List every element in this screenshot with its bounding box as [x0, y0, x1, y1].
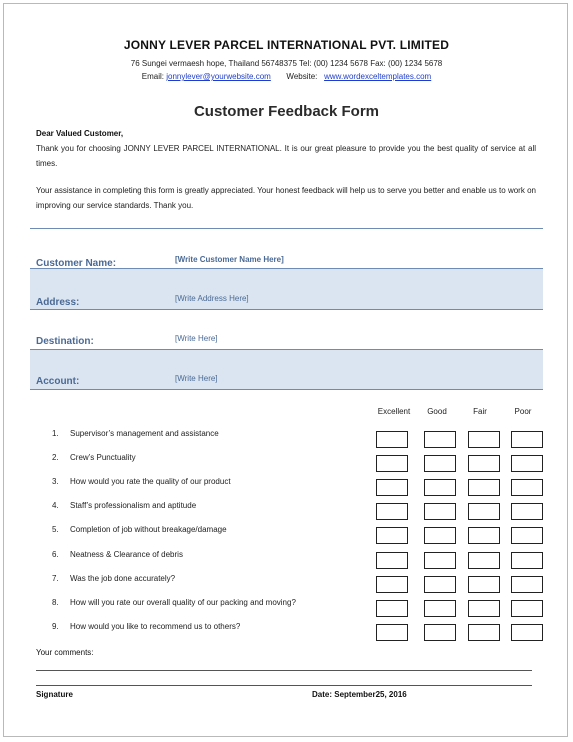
rating-box-good[interactable]	[424, 479, 456, 496]
rating-box-excellent[interactable]	[376, 552, 408, 569]
email-link[interactable]: jonnylever@yourwebsite.com	[166, 72, 271, 81]
field-band-address	[30, 269, 543, 309]
request-paragraph: Your assistance in completing this form is greatly appreciated. Your honest feedback will help us to serve you better and enable us to work on improving our service standards. Thank you.	[36, 186, 536, 210]
comments-line[interactable]	[36, 670, 532, 671]
question-text: How would you rate the quality of our product	[70, 477, 231, 486]
rating-box-poor[interactable]	[511, 527, 543, 544]
rating-box-fair[interactable]	[468, 552, 500, 569]
rating-box-good[interactable]	[424, 455, 456, 472]
company-contact	[0, 72, 573, 81]
rating-header-good: Good	[427, 407, 447, 416]
rating-box-good[interactable]	[424, 527, 456, 544]
rating-box-poor[interactable]	[511, 600, 543, 617]
rating-box-poor[interactable]	[511, 479, 543, 496]
rating-box-fair[interactable]	[468, 431, 500, 448]
account-field[interactable]: [Write Here]	[175, 374, 218, 383]
question-text: How will you rate our overall quality of our packing and moving?	[70, 598, 296, 607]
intro-paragraph: Thank you for choosing JONNY LEVER PARCEL INTERNATIONAL. It is our great pleasure to provide you the best quality of service at all times.	[36, 144, 536, 168]
rating-box-good[interactable]	[424, 552, 456, 569]
rating-header-fair: Fair	[473, 407, 487, 416]
company-name: JONNY LEVER PARCEL INTERNATIONAL PVT. LIMITED	[123, 38, 450, 52]
rating-box-poor[interactable]	[511, 455, 543, 472]
website-label: Website:	[286, 72, 318, 81]
rating-box-excellent[interactable]	[376, 503, 408, 520]
company-address: 76 Sungei vermaesh hope, Thailand 56748375 Tel: (00) 1234 5678 Fax: (00) 1234 5678	[130, 59, 443, 68]
question-text: Supervisor’s management and assistance	[70, 429, 219, 438]
rating-box-excellent[interactable]	[376, 624, 408, 641]
rating-box-excellent[interactable]	[376, 527, 408, 544]
rating-box-good[interactable]	[424, 600, 456, 617]
account-label: Account:	[36, 376, 80, 387]
field-divider	[30, 389, 543, 390]
rating-header-excellent: Excellent	[377, 407, 411, 416]
field-band-account	[30, 349, 543, 389]
rating-box-excellent[interactable]	[376, 431, 408, 448]
rating-box-good[interactable]	[424, 503, 456, 520]
customer-name-field[interactable]: [Write Customer Name Here]	[175, 255, 284, 264]
rating-box-excellent[interactable]	[376, 576, 408, 593]
question-number: 8.	[52, 598, 59, 607]
customer-name-label: Customer Name:	[36, 258, 117, 269]
rating-box-good[interactable]	[424, 576, 456, 593]
date-text: Date: September25, 2016	[312, 690, 407, 699]
destination-label: Destination:	[36, 336, 94, 347]
question-number: 3.	[52, 477, 59, 486]
rating-box-excellent[interactable]	[376, 479, 408, 496]
rating-box-poor[interactable]	[511, 552, 543, 569]
signature-label: Signature	[36, 690, 73, 699]
rating-box-fair[interactable]	[468, 600, 500, 617]
field-divider	[30, 309, 543, 310]
rating-box-fair[interactable]	[468, 455, 500, 472]
question-text: Crew’s Punctuality	[70, 453, 136, 462]
rating-box-good[interactable]	[424, 431, 456, 448]
address-label: Address:	[36, 297, 80, 308]
website-link[interactable]: www.wordexceltemplates.com	[324, 72, 432, 81]
question-number: 6.	[52, 550, 59, 559]
question-number: 9.	[52, 622, 59, 631]
rating-box-poor[interactable]	[511, 576, 543, 593]
rating-box-poor[interactable]	[511, 624, 543, 641]
rating-box-fair[interactable]	[468, 479, 500, 496]
comments-label: Your comments:	[36, 648, 94, 657]
rating-box-fair[interactable]	[468, 624, 500, 641]
question-number: 2.	[52, 453, 59, 462]
rating-box-poor[interactable]	[511, 503, 543, 520]
rating-box-fair[interactable]	[468, 527, 500, 544]
question-number: 1.	[52, 429, 59, 438]
question-number: 7.	[52, 574, 59, 583]
email-label: Email:	[141, 72, 164, 81]
question-text: Staff’s professionalism and aptitude	[70, 501, 197, 510]
field-divider	[30, 349, 543, 350]
question-text: Neatness & Clearance of debris	[70, 550, 183, 559]
question-number: 4.	[52, 501, 59, 510]
rating-box-poor[interactable]	[511, 431, 543, 448]
question-number: 5.	[52, 525, 59, 534]
comments-line[interactable]	[36, 685, 532, 686]
rating-box-fair[interactable]	[468, 576, 500, 593]
greeting: Dear Valued Customer,	[36, 129, 124, 138]
rating-box-fair[interactable]	[468, 503, 500, 520]
rating-header-poor: Poor	[514, 407, 532, 416]
rating-box-good[interactable]	[424, 624, 456, 641]
rating-box-excellent[interactable]	[376, 600, 408, 617]
section-divider	[30, 228, 543, 229]
destination-field[interactable]: [Write Here]	[175, 334, 218, 343]
address-field[interactable]: [Write Address Here]	[175, 294, 249, 303]
question-text: Was the job done accurately?	[70, 574, 176, 583]
question-text: How would you like to recommend us to others?	[70, 622, 241, 631]
form-title: Customer Feedback Form	[193, 103, 380, 120]
question-text: Completion of job without breakage/damage	[70, 525, 227, 534]
rating-box-excellent[interactable]	[376, 455, 408, 472]
